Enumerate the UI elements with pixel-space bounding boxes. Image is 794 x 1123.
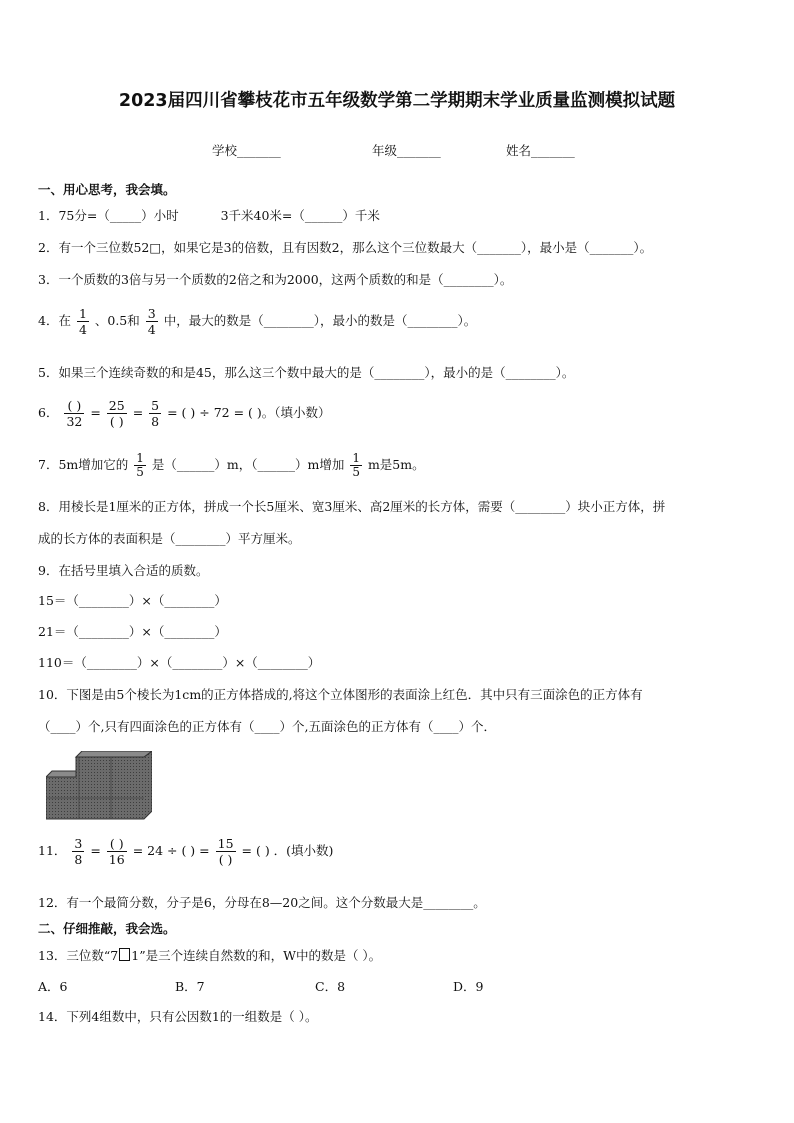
section-1-heading: 一、用心思考，我会填。 <box>38 182 176 197</box>
q7-tail: m是5m。 <box>367 457 425 472</box>
q4-mid: 、0.5和 <box>94 313 140 328</box>
question-1 <box>38 207 380 225</box>
question-9-row-3: 110＝（________）×（________）×（________） <box>38 655 321 670</box>
q7-mid: 是（______）m，（______）m增加 <box>151 457 345 472</box>
q6-num: 6． <box>38 405 59 420</box>
page-title: 2023届四川省攀枝花市五年级数学第二学期期末学业质量监测模拟试题 <box>118 91 676 111</box>
question-8-line-1: 8．用棱长是1厘米的正方体，拼成一个长5厘米、宽3厘米、高2厘米的长方体，需要（________）块小正方体，拼 <box>38 499 666 514</box>
cube-figure <box>46 751 152 821</box>
q11-tail: = ( ) ．(填小数) <box>241 843 334 858</box>
question-9-row-1: 15＝（________）×（________） <box>38 593 227 608</box>
section-2-heading: 二、仔细推敲，我会选。 <box>38 921 176 936</box>
q11-mid: = 24 ÷ ( ) = <box>132 843 210 858</box>
question-3: 3．一个质数的3倍与另一个质数的2倍之和为2000，这两个质数的和是（________）。 <box>38 272 513 287</box>
fraction: $\frac{( )}{32}$ <box>66 398 83 429</box>
q4-prefix: 4．在 <box>38 313 71 328</box>
question-10-line-2: （____）个,只有四面涂色的正方体有（____）个,五面涂色的正方体有（____）个． <box>38 719 496 734</box>
blank-box <box>119 948 130 961</box>
question-7 <box>38 452 425 479</box>
q4-post: 中，最大的数是（________），最小的数是（________）。 <box>163 313 477 328</box>
fraction: $\frac{1}{5}$ <box>352 451 360 479</box>
question-1-part-b: 3千米40米=（______）千米 <box>220 208 380 223</box>
question-12: 12．有一个最简分数，分子是6，分母在8—20之间。这个分数最大是________。 <box>38 895 486 910</box>
question-11 <box>38 836 333 867</box>
question-10-line-1: 10．下图是由5个棱长为1cm的正方体搭成的,将这个立体图形的表面涂上红色．其中只有三面涂色的正方体有 <box>38 687 643 702</box>
fraction: $\frac{3}{4}$ <box>147 306 156 337</box>
name-field[interactable]: 姓名_______ <box>506 143 575 158</box>
question-8-line-2: 成的长方体的表面积是（________）平方厘米。 <box>38 531 301 546</box>
option-a[interactable]: A．6 <box>38 979 68 994</box>
question-9: 9．在括号里填入合适的质数。 <box>38 563 209 578</box>
option-b[interactable]: B．7 <box>175 979 205 994</box>
q13-post: 1”是三个连续自然数的和，W中的数是（ ）。 <box>131 948 382 963</box>
equals: = <box>90 405 101 420</box>
fraction: $\frac{25}{( )}$ <box>108 398 125 429</box>
cube-figure-step <box>46 771 76 777</box>
option-d[interactable]: D．9 <box>453 979 484 994</box>
fraction: $\frac{1}{4}$ <box>78 306 87 337</box>
fraction: $\frac{1}{5}$ <box>136 451 144 479</box>
question-2: 2．有一个三位数52□，如果它是3的倍数，且有因数2，那么这个三位数最大（_______），最小是（_______）。 <box>38 240 653 255</box>
cube-figure-top <box>76 751 152 757</box>
question-13 <box>38 947 381 965</box>
q11-num: 11． <box>38 843 67 858</box>
fraction: $\frac{3}{8}$ <box>74 836 83 867</box>
cube-figure-body <box>46 751 152 819</box>
question-9-row-2: 21＝（________）×（________） <box>38 624 227 639</box>
q7-prefix: 7．5m增加它的 <box>38 457 129 472</box>
grade-field[interactable]: 年级_______ <box>372 143 441 158</box>
fraction: $\frac{( )}{16}$ <box>108 836 125 867</box>
option-c[interactable]: C．8 <box>315 979 346 994</box>
fraction: $\frac{15}{( )}$ <box>217 836 234 867</box>
question-1-part-a: 1．75分=（_____）小时 <box>38 208 179 223</box>
question-4 <box>38 306 476 337</box>
fraction: $\frac{5}{8}$ <box>151 398 160 429</box>
q6-tail: = ( ) ÷ 72 = ( )。（填小数） <box>167 405 331 420</box>
question-14: 14．下列4组数中，只有公因数1的一组数是（ ）。 <box>38 1009 318 1024</box>
question-5: 5．如果三个连续奇数的和是45，那么这三个数中最大的是（________），最小的是（________）。 <box>38 365 575 380</box>
q13-prefix: 13．三位数“7 <box>38 948 119 963</box>
equals: = <box>132 405 144 420</box>
equals: = <box>90 843 101 858</box>
question-6 <box>38 398 331 429</box>
school-field[interactable]: 学校_______ <box>212 143 281 158</box>
